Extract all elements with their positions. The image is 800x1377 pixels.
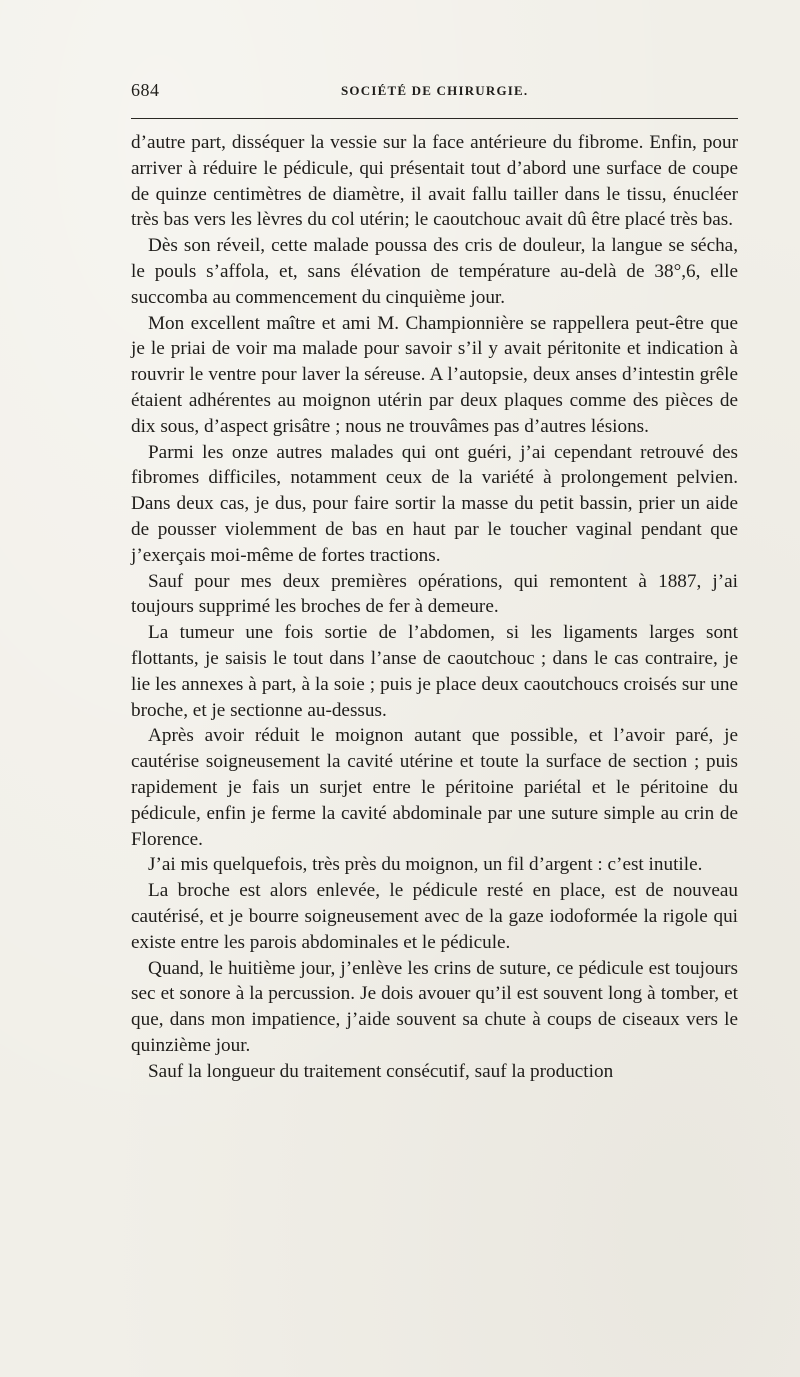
paragraph: La broche est alors enlevée, le pédicule resté en place, est de nouveau cautérisé, et je bourre soigneusement avec de la gaze iodoformée la rigole qui existe entre les parois abdominales et le pédicule. — [131, 880, 738, 953]
paragraph: Parmi les onze autres malades qui ont guéri, j’ai cependant retrouvé des fibromes difficiles, notamment ceux de la variété à prolongement pelvien. Dans deux cas, je dus, pour faire sortir la masse du petit bassin, prier un aide de pousser violemment de bas en haut par le toucher vaginal pendant que j’exerçais moi-même de fortes tractions. — [131, 441, 738, 566]
paragraph: Sauf la longueur du traitement consécutif, sauf la production — [148, 1060, 614, 1082]
paragraph: d’autre part, disséquer la vessie sur la face antérieure du fibrome. Enfin, pour arriver à réduire le pédicule, qui présentait tout d’abord une surface de coupe de quinze centimètres de diamètre, il avait fallu tailler dans le tissu, énucléer très bas vers les lèvres du col utérin; le caoutchouc avait dû être placé très bas. — [131, 132, 738, 231]
paragraph: Mon excellent maître et ami M. Championnière se rappellera peut-être que je le priai de voir ma malade pour savoir s’il y avait péritonite et indication à rouvrir le ventre pour laver la séreuse. A l’autopsie, deux anses d’intestin grêle étaient adhérentes au moignon utérin par deux plaques comme des pièces de dix sous, d’aspect grisâtre ; nous ne trouvâmes pas d’autres lésions. — [131, 312, 738, 437]
paragraph: Dès son réveil, cette malade poussa des cris de douleur, la langue se sécha, le pouls s’affola, et, sans élévation de température au-delà de 38°,6, elle succomba au commencement du cinquième jour. — [131, 235, 738, 308]
paragraph: Sauf pour mes deux premières opérations, qui remontent à 1887, j’ai toujours supprimé les broches de fer à demeure. — [131, 570, 738, 618]
paragraph: J’ai mis quelquefois, très près du moignon, un fil d’argent : c’est inutile. — [148, 854, 703, 876]
header-rule — [131, 118, 738, 119]
page-number: 684 — [131, 80, 160, 100]
paragraph: Après avoir réduit le moignon autant que possible, et l’avoir paré, je cautérise soigneusement la cavité utérine et toute la surface de section ; puis rapidement je fais un surjet entre le péritoine pariétal et le péritoine du pédicule, enfin je ferme la cavité abdominale par une suture simple au crin de Florence. — [131, 725, 738, 850]
body-text — [131, 130, 738, 1084]
page-header — [131, 80, 738, 110]
paragraph: La tumeur une fois sortie de l’abdomen, si les ligaments larges sont flottants, je saisis le tout dans l’anse de caoutchouc ; dans le cas contraire, je lie les annexes à part, à la soie ; puis je place deux caoutchoucs croisés sur une broche, et je sectionne au-dessus. — [131, 622, 738, 721]
running-head: SOCIÉTÉ DE CHIRURGIE. — [341, 83, 529, 98]
paragraph: Quand, le huitième jour, j’enlève les crins de suture, ce pédicule est toujours sec et sonore à la percussion. Je dois avouer qu’il est souvent long à tomber, et que, dans mon impatience, j’aide souvent sa chute à coups de ciseaux vers le quinzième jour. — [131, 957, 738, 1056]
